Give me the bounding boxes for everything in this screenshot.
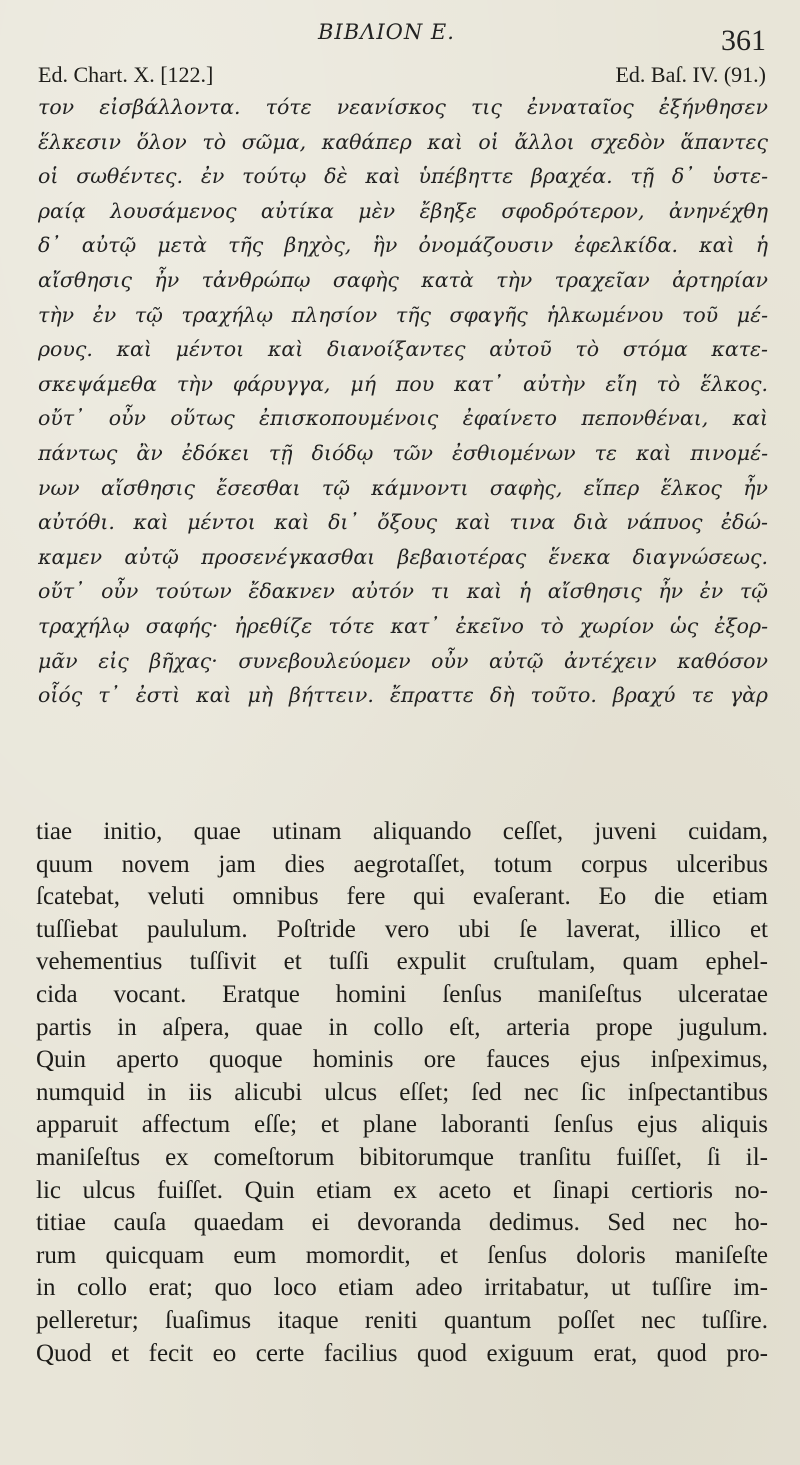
latin-line: rum quicquam eum momordit, et ſenſus doloris maniſeſte xyxy=(36,1241,768,1269)
greek-line: τραχήλῳ σαφής· ἠρεθίζε τότε κατ᾽ ἐκεῖνο τὸ χωρίον ὡς ἐξορ- xyxy=(38,613,768,638)
greek-line: οὔτ᾽ οὖν τούτων ἔδακνεν αὐτόν τι καὶ ἡ αἴσθησις ἦν ἐν τῷ xyxy=(38,579,768,604)
latin-line: partis in aſpera, quae in collo eſt, arteria prope jugulum. xyxy=(36,1013,768,1041)
latin-line: apparuit affectum eſſe; et plane laboranti ſenſus ejus aliquis xyxy=(36,1111,768,1139)
greek-line: καμεν αὐτῷ προσενέγκασθαι βεβαιοτέρας ἕνεκα διαγνώσεως. xyxy=(38,544,768,569)
greek-line: σκεψάμεθα τὴν φάρυγγα, μή που κατ᾽ αὐτὴν εἴη τὸ ἕλκος. xyxy=(38,371,768,396)
greek-line: δ᾽ αὐτῷ μετὰ τῆς βηχὸς, ἣν ὀνομάζουσιν ἐφελκίδα. καὶ ἡ xyxy=(38,233,768,258)
greek-line: οἱ σωθέντες. ἐν τούτῳ δὲ καὶ ὑπέβηττε βραχέα. τῇ δ᾽ ὑστε- xyxy=(38,164,768,189)
greek-line: αὐτόθι. καὶ μέντοι καὶ δι᾽ ὄξους καὶ τινα διὰ νάπυος ἐδώ- xyxy=(38,510,768,535)
latin-line: in collo erat; quo loco etiam adeo irritabatur, ut tuſſire im- xyxy=(36,1274,768,1302)
greek-line: αἴσθησις ἦν τἀνθρώπῳ σαφὴς κατὰ τὴν τραχεῖαν ἀρτηρίαν xyxy=(38,267,768,292)
latin-line: lic ulcus fuiſſet. Quin etiam ex aceto et ſinapi certioris no- xyxy=(36,1176,768,1204)
greek-line: νων αἴσθησις ἔσεσθαι τῷ κάμνοντι σαφὴς, εἴπερ ἕλκος ἦν xyxy=(38,475,768,500)
greek-line: οἷός τ᾽ ἐστὶ καὶ μὴ βήττειν. ἔπραττε δὴ τοῦτο. βραχύ τε γὰρ xyxy=(38,683,768,708)
greek-line: τὴν ἐν τῷ τραχήλῳ πλησίον τῆς σφαγῆς ἡλκωμένου τοῦ μέ- xyxy=(38,302,768,327)
latin-line: titiae cauſa quaedam ei devoranda dedimus. Sed nec ho- xyxy=(36,1209,768,1237)
latin-line: tiae initio, quae utinam aliquando ceſſet, juveni cuidam, xyxy=(36,818,768,845)
greek-line: ἕλκεσιν ὅλον τὸ σῶμα, καθάπερ καὶ οἱ ἄλλοι σχεδὸν ἅπαντες xyxy=(38,129,768,154)
latin-line: quum novem jam dies aegrotaſſet, totum corpus ulceribus xyxy=(36,850,768,878)
latin-line: Quin aperto quoque hominis ore fauces ejus inſpeximus, xyxy=(36,1046,768,1074)
latin-line: cida vocant. Eratque homini ſenſus maniſeſtus ulceratae xyxy=(36,980,768,1008)
latin-line: maniſeſtus ex comeſtorum bibitorumque tranſitu fuiſſet, ſi il- xyxy=(36,1143,768,1171)
greek-line: μᾶν εἰς βῆχας· συνεβουλεύομεν οὖν αὐτῷ ἀντέχειν καθόσον xyxy=(38,648,768,673)
latin-line: Quod et fecit eo certe facilius quod exiguum erat, quod pro- xyxy=(36,1339,768,1367)
latin-line: vehementius tuſſivit et tuſſi expulit cruſtulam, quam ephel- xyxy=(36,948,768,976)
latin-line: tuſſiebat paululum. Poſtride vero ubi ſe laverat, illico et xyxy=(36,915,768,943)
greek-line: τον εἰσβάλλοντα. τότε νεανίσκος τις ἐνναταῖος ἐξήνθησεν xyxy=(38,95,768,119)
greek-line: ρους. καὶ μέντοι καὶ διανοίξαντες αὐτοῦ τὸ στόμα κατε- xyxy=(38,337,768,362)
edition-references xyxy=(0,62,800,92)
greek-text-block xyxy=(38,90,768,713)
greek-line: οὔτ᾽ οὖν οὕτως ἐπισκοπουμένοις ἐφαίνετο πεπονθέναι, καὶ xyxy=(38,406,768,431)
latin-line: pelleretur; ſuaſimus itaque reniti quantum poſſet nec tuſſire. xyxy=(36,1306,768,1334)
greek-line: ραίᾳ λουσάμενος αὐτίκα μὲν ἔβηξε σφοδρότερον, ἀνηνέχθη xyxy=(38,198,768,223)
edition-reference-chartier: Ed. Chart. X. [122.] xyxy=(38,62,214,87)
latin-line: numquid in iis alicubi ulcus eſſet; ſed nec ſic inſpectantibus xyxy=(36,1078,768,1106)
page-number: 361 xyxy=(721,24,766,57)
edition-reference-basel: Ed. Baſ. IV. (91.) xyxy=(615,62,766,87)
page-header xyxy=(0,18,800,58)
latin-text-block xyxy=(36,816,768,1370)
latin-line: ſcatebat, veluti omnibus fere qui evaſerant. Eo die etiam xyxy=(36,883,768,911)
greek-line: πάντως ἂν ἐδόκει τῇ διόδῳ τῶν ἐσθιομένων τε καὶ πινομέ- xyxy=(38,440,768,465)
running-title: ΒΙΒΛΙΟΝ Ε. xyxy=(318,20,455,44)
